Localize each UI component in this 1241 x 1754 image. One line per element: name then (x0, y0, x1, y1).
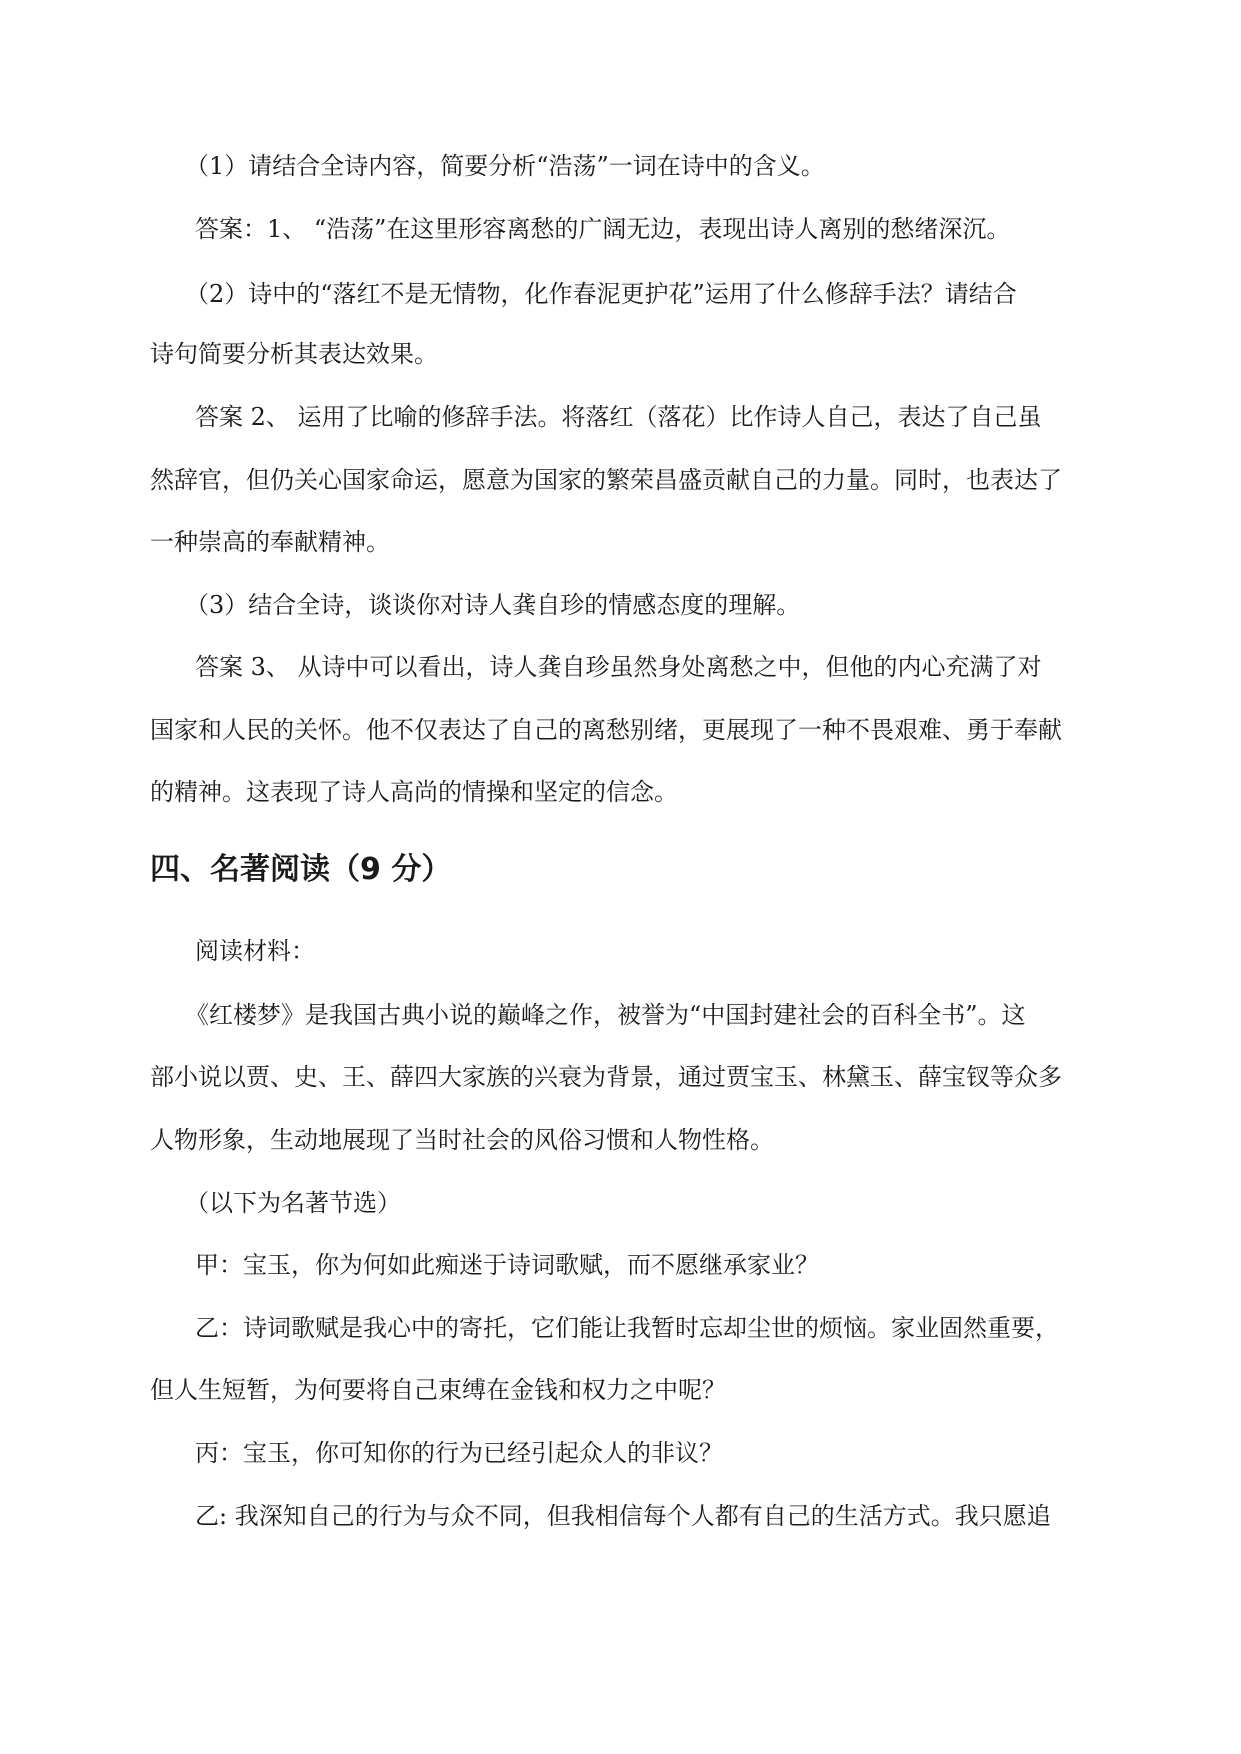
dialogue-yi-1-line-1: 乙：诗词歌赋是我心中的寄托，它们能让我暂时忘却尘世的烦恼。家业固然重要， (195, 1314, 1059, 1342)
answer-3-line-2: 国家和人民的关怀。他不仅表达了自己的离愁别绪，更展现了一种不畏艰难、勇于奉献 (150, 716, 1062, 744)
dialogue-yi-2-line-1: 乙: 我深知自己的行为与众不同，但我相信每个人都有自己的生活方式。我只愿追 (195, 1502, 1051, 1530)
answer-2-line-3: 一种崇高的奉献精神。 (150, 528, 390, 556)
excerpt-intro: （以下为名著节选） (185, 1189, 401, 1217)
answer-3-line-1: 答案 3、 从诗中可以看出，诗人龚自珍虽然身处离愁之中，但他的内心充满了对 (195, 653, 1042, 681)
answer-1: 答案：1、 “浩荡”在这里形容离愁的广阔无边，表现出诗人离别的愁绪深沉。 (195, 215, 1011, 243)
question-2-line-2: 诗句简要分析其表达效果。 (150, 340, 438, 368)
dialogue-bing-1: 丙：宝玉，你可知你的行为已经引起众人的非议？ (195, 1439, 723, 1467)
question-3: （3）结合全诗，谈谈你对诗人龚自珍的情感态度的理解。 (185, 591, 801, 619)
material-paragraph-line-1: 《红楼梦》是我国古典小说的巅峰之作，被誉为“中国封建社会的百科全书”。这 (185, 1001, 1026, 1029)
answer-3-line-3: 的精神。这表现了诗人高尚的情操和坚定的信念。 (150, 778, 678, 806)
question-1: （1）请结合全诗内容，简要分析“浩荡”一词在诗中的含义。 (185, 152, 825, 180)
dialogue-jia-1: 甲：宝玉，你为何如此痴迷于诗词歌赋，而不愿继承家业？ (195, 1251, 819, 1279)
answer-2-line-1: 答案 2、 运用了比喻的修辞手法。将落红（落花）比作诗人自己，表达了自己虽 (195, 403, 1042, 431)
section-heading: 四、名著阅读（9 分） (150, 852, 452, 887)
question-2-line-1: （2）诗中的“落红不是无情物，化作春泥更护花”运用了什么修辞手法？请结合 (185, 280, 1017, 308)
material-paragraph-line-3: 人物形象，生动地展现了当时社会的风俗习惯和人物性格。 (150, 1126, 774, 1154)
reading-material-label: 阅读材料： (195, 937, 315, 965)
dialogue-yi-1-line-2: 但人生短暂，为何要将自己束缚在金钱和权力之中呢？ (150, 1376, 726, 1404)
material-paragraph-line-2: 部小说以贾、史、王、薛四大家族的兴衰为背景，通过贾宝玉、林黛玉、薛宝钗等众多 (150, 1063, 1062, 1091)
answer-2-line-2: 然辞官，但仍关心国家命运，愿意为国家的繁荣昌盛贡献自己的力量。同时，也表达了 (150, 466, 1062, 494)
